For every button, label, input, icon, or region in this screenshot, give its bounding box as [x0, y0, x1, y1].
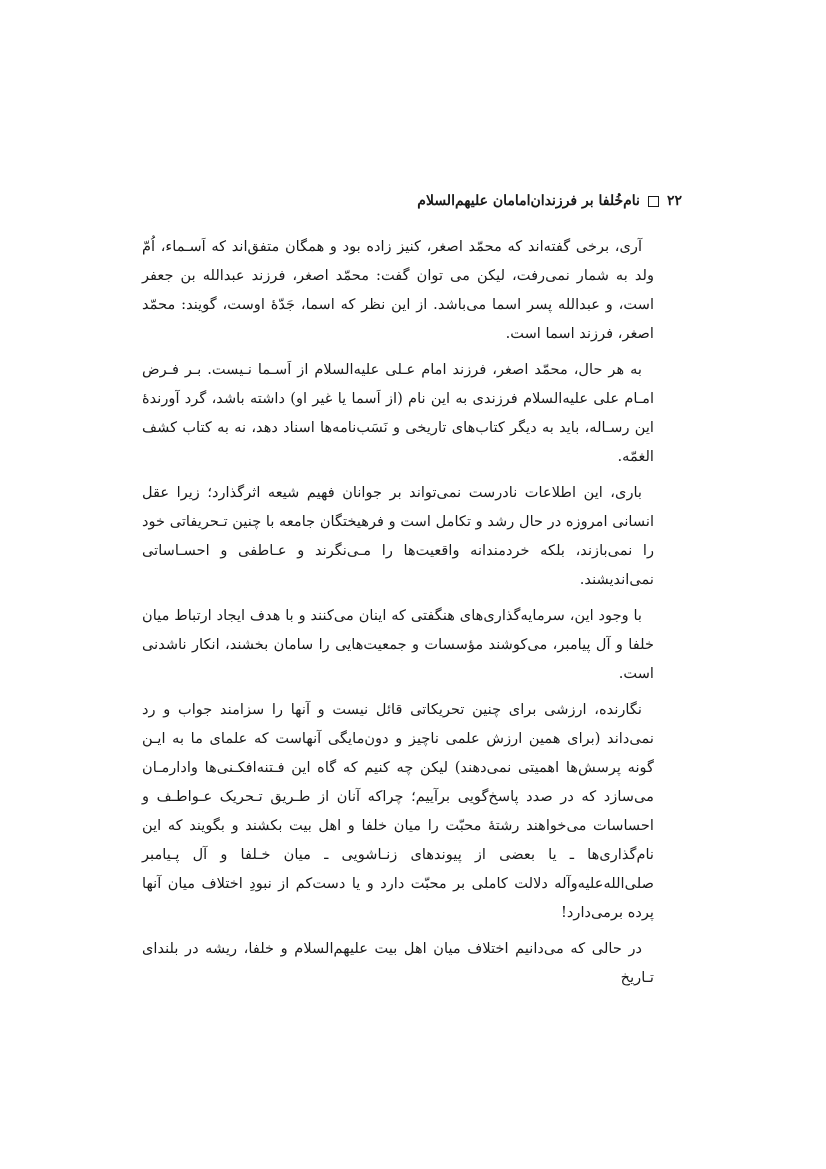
page-header	[170, 189, 682, 213]
paragraph-6: در حالی که می‌دانیم اختلاف میان اهل بیت علیهم‌السلام و خلفا، ریشه در بلندای تـاریخ	[142, 940, 654, 986]
paragraph-1: آری، برخی گفته‌اند که محمّد اصغر، کنیز زاده بود و همگان متفق‌اند که اَسـماء، اُمّ ولد به شمار نمی‌رفت، لیکن می توان گفت: محمّد اصغر، فرزند عبدالله بن جعفر است، و عبدالله پسر اسما می‌باشد. از این نظر که اسما، جَدّهٔ اوست، گویند: محمّد اصغر، فرزند اسما است.	[142, 238, 654, 342]
square-icon	[648, 196, 659, 207]
page-number: ۲۲	[666, 193, 682, 209]
paragraph-3: باری، این اطلاعات نادرست نمی‌تواند بر جوانان فهیم شیعه اثرگذارد؛ زیرا عقل انسانی امروزه در حال رشد و تکامل است و فرهیختگان جامعه با چنین تـحریفاتی خود را نمی‌بازند، بلکه خردمندانه واقعیت‌ها را مـی‌نگرند و عـاطفی و احسـاساتی نمی‌اندیشند.	[142, 484, 654, 588]
paragraph-5: نگارنده، ارزشی برای چنین تحریکاتی قائل نیست و آنها را سزامند جواب و رد نمی‌داند (برای همین ارزش علمی ناچیز و دون‌مایگی آنهاست که علمای ما به ایـن گونه پرسش‌ها اهمیتی نمی‌دهند) لیکن چه کنیم که گاه این فـتنه‌افکـنی‌ها وادارمـان می‌سازد که در صدد پاسخ‌گویی برآییم؛ چراکه آنان از طـریق تـحریک عـواطـف و احساسات می‌خواهند رشتهٔ محبّت را میان خلفا و اهل بیت بکشند و بگویند که این نام‌گذاری‌ها ـ یا بعضی از پیوندهای زنـاشویی ـ میان خـلفا و آل پـیامبر صلی‌الله‌علیه‌وآله دلالت کاملی بر محبّت دارد و یا دست‌کم از نبودِ اختلاف میان آنها پرده برمی‌دارد!	[142, 701, 654, 921]
body-text	[142, 232, 654, 999]
paragraph-2: به هر حال، محمّد اصغر، فرزند امام عـلی علیه‌السلام از اَسـما نـیست. بـر فـرض امـام علی علیه‌السلام فرزندی به این نام (از اَسما یا غیر او) داشته باشد، گرد آورندهٔ این رسـاله، باید به دیگر کتاب‌های تاریخی و نَسَب‌نامه‌ها اسناد دهد، نه به کتاب کشف الغمّه.	[142, 361, 654, 465]
paragraph-4: با وجود این، سرمایه‌گذاری‌های هنگفتی که اینان می‌کنند و با هدف ایجاد ارتباط میان خلفا و آل پیامبر، می‌کوشند مؤسسات و جمعیت‌هایی را سامان بخشند، انکار ناشدنی است.	[142, 607, 654, 682]
running-title: نام‌خُلفا بر فرزندان‌امامان علیهم‌السلام	[417, 193, 640, 209]
